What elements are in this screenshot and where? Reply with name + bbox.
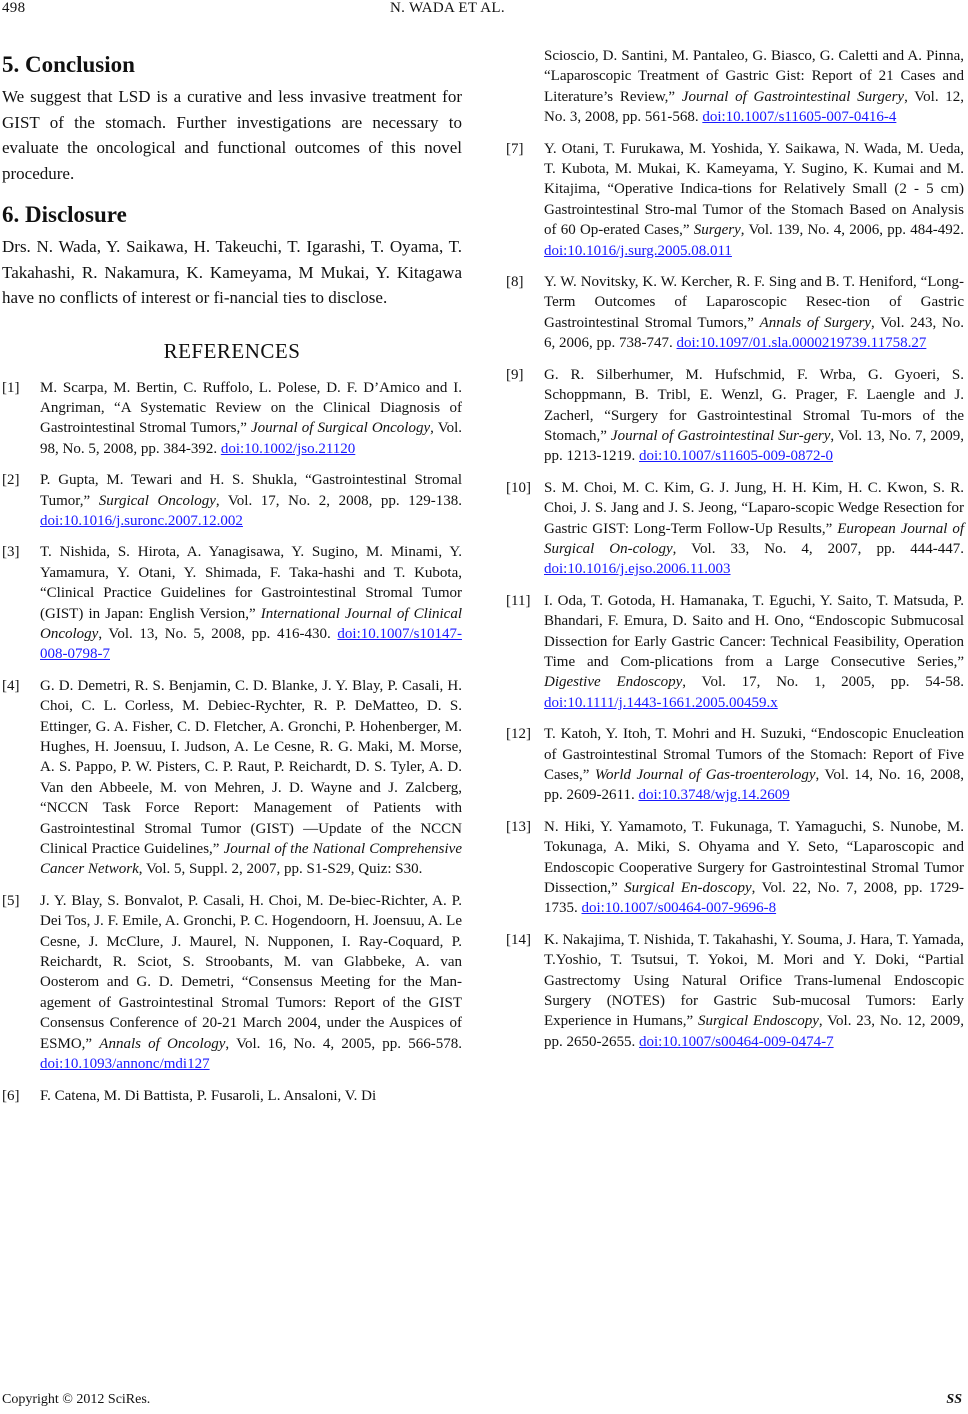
reference-item (506, 46, 964, 128)
copyright-footer: Copyright © 2012 SciRes. (2, 1392, 151, 1407)
disclosure-text: Drs. N. Wada, Y. Saikawa, H. Takeuchi, T. Igarashi, T. Oyama, T. Takahashi, R. Nakamura, K. Kameyama, M Mukai, Y. Kitagawa have no conflicts of interest or fi-nancial ties to disclose. (2, 237, 462, 307)
reference-citation: T. Katoh, Y. Itoh, T. Mohri and H. Suzuki, “Endoscopic Enucleation of Gastrointestinal Stromal Tumors of the Stomach: Report of Five Cases,” (544, 726, 964, 783)
reference-citation: J. Y. Blay, S. Bonvalot, P. Casali, H. Choi, M. De-biec-Richter, A. P. Dei Tos, J. F. Emile, A. Gronchi, P. C. Hogendoorn, H. Joensuu, A. Le Cesne, J. McClure, J. Maurel, N. Nupponen, I. Ray-Coquard, P. Reichardt, R. Sciot, S. Stroobants, M. van Glabbeke, A. van Oosterom and G. D. Demetri, “Consensus Meeting for the Man-agement of Gastrointestinal Stromal Tumors: Report of the GIST Consensus Conference of 20-21 March 2004, under the Auspices of ESMO,” (40, 892, 462, 1052)
reference-citation: I. Oda, T. Gotoda, H. Hamanaka, T. Eguchi, Y. Saito, T. Matsuda, P. Bhandari, F. Emura, D. Saito and H. Ono, “Endoscopic Submucosal Dissection for Early Gastric Cancer: Technical Feasibility, Operation Time and Com-plications from a Large Consecutive Series,” (544, 592, 964, 670)
reference-citation: N. Hiki, Y. Yamamoto, T. Fukunaga, T. Yamaguchi, S. Nunobe, M. Tokunaga, A. Miki, S. Ohyama and Y. Seto, “Laparoscopic and Endoscopic Cooperative Surgery for Gastrointestinal Stromal Tumor Dissection,” (544, 818, 964, 897)
reference-details: , Vol. 139, No. 4, 2006, pp. 484-492. (740, 222, 964, 239)
reference-citation: F. Catena, M. Di Battista, P. Fusaroli, L. Ansaloni, V. Di (40, 1087, 377, 1104)
doi-link[interactable]: doi:10.3748/wjg.14.2609 (638, 787, 790, 804)
reference-number: [6] (2, 1087, 20, 1104)
reference-details: , Vol. 14, No. 16, 2008, pp. 2609-2611. (544, 767, 964, 804)
reference-citation: K. Nakajima, T. Nishida, T. Takahashi, Y. Souma, J. Hara, T. Yamada, T.Yoshio, T. Tsutsui, T. Yokoi, M. Mori and Y. Doki, “Partial Gastrectomy Using Natural Orifice Trans-lumenal Endoscopic Surgery (NOTES) for Gastric Sub-mucosal Tumors: Early Experience in Humans,” (544, 931, 964, 1030)
reference-item (506, 478, 964, 580)
reference-number: [11] (506, 592, 531, 609)
reference-journal: Journal of the National Comprehensive Cancer Network (40, 841, 462, 878)
reference-citation: Y. Otani, T. Furukawa, M. Yoshida, Y. Saikawa, N. Wada, M. Ueda, T. Kubota, M. Mukai, K. Kameyama, Y. Sugino, K. Kumai and M. Kitajima, “Operative Indica-tions for Relatively Small (2 - 5 cm) Gastrointestinal Stro-mal Tumor of the Stomach Based on Analysis of 60 Op-erated Cases,” (544, 140, 964, 239)
doi-link[interactable]: doi:10.1016/j.ejso.2006.11.003 (544, 561, 731, 578)
reference-number: [2] (2, 472, 20, 489)
doi-link[interactable]: doi:10.1002/jso.21120 (220, 440, 356, 457)
reference-journal: Surgical En-doscopy (624, 880, 752, 897)
reference-item (506, 591, 964, 713)
reference-journal: Journal of Gastrointestinal Surgery (681, 88, 905, 105)
reference-details: , Vol. 98, No. 5, 2008, pp. 384-392. (40, 420, 463, 457)
reference-number: [7] (506, 140, 524, 157)
doi-link[interactable]: doi:10.1007/s10147-008-0798-7 (40, 625, 462, 663)
conclusion-text: We suggest that LSD is a curative and less invasive treatment for GIST of the stomach. Further investigations are necessary to evaluate the oncological and functional outcomes of this novel procedure. (2, 87, 462, 183)
doi-link[interactable]: doi:10.1007/s00464-007-9696-8 (581, 900, 777, 917)
reference-item (506, 930, 964, 1052)
reference-journal: Annals of Surgery (759, 314, 872, 331)
reference-item (2, 891, 462, 1075)
page-number: 498 (2, 0, 26, 16)
reference-citation: S. M. Choi, M. C. Kim, G. J. Jung, H. H. Kim, H. C. Kwon, S. R. Choi, J. S. Jang and J. S. Jeong, “Laparo-scopic Wedge Resection for Gastric GIST: Long-Term Follow-Up Results,” (544, 479, 964, 537)
reference-number: [13] (506, 818, 531, 835)
reference-journal: Surgical Endoscopy (697, 1013, 819, 1030)
reference-number: [5] (2, 892, 20, 909)
reference-number: [3] (2, 544, 20, 561)
doi-link[interactable]: doi:10.1111/j.1443-1661.2005.00459.x (544, 694, 778, 711)
doi-link[interactable]: doi:10.1097/01.sla.0000219739.11758.27 (676, 335, 927, 352)
reference-journal: International Journal of Clinical Oncology (40, 605, 462, 642)
reference-number: [10] (506, 479, 531, 496)
reference-number: [9] (506, 366, 524, 383)
doi-link[interactable]: doi:10.1007/s11605-009-0872-0 (639, 448, 834, 465)
reference-journal: Surgical Oncology (98, 492, 216, 509)
disclosure-heading: 6. Disclosure (2, 202, 127, 227)
reference-details: , Vol. 243, No. 6, 2006, pp. 738-747. (544, 314, 964, 352)
reference-details: , Vol. 5, Suppl. 2, 2007, pp. S1-S29, Quiz: S30. (138, 861, 423, 878)
reference-citation: P. Gupta, M. Tewari and H. S. Shukla, “Gastrointestinal Stromal Tumor,” (40, 472, 462, 509)
reference-journal: Annals of Oncology (99, 1035, 226, 1052)
reference-item (506, 272, 964, 354)
reference-number: [12] (506, 726, 531, 743)
references-heading: REFERENCES (163, 338, 301, 363)
left-column (2, 46, 462, 1117)
reference-number: [4] (2, 677, 20, 694)
doi-link[interactable]: doi:10.1007/s00464-009-0474-7 (639, 1033, 834, 1050)
reference-details: , Vol. 17, No. 1, 2005, pp. 54-58. (682, 674, 964, 691)
reference-list-continued (506, 46, 964, 1052)
reference-details: , Vol. 16, No. 4, 2005, pp. 566-578. (225, 1035, 462, 1052)
reference-details: , Vol. 33, No. 4, 2007, pp. 444-447. (672, 540, 964, 557)
reference-number: [1] (2, 379, 20, 396)
reference-journal: European Journal of Surgical On-cology (544, 520, 964, 557)
running-header-authors: N. WADA ET AL. (390, 0, 505, 16)
reference-citation: Scioscio, D. Santini, M. Pantaleo, G. Biasco, G. Caletti and A. Pinna, “Laparoscopic Treatment of Gastric Gist: Report of 21 Cases and Literature’s Review,” (544, 48, 964, 105)
conclusion-heading: 5. Conclusion (2, 52, 135, 77)
reference-list (2, 378, 462, 1106)
reference-item (506, 139, 964, 261)
doi-link[interactable]: doi:10.1093/annonc/mdi127 (40, 1056, 210, 1073)
reference-item (2, 676, 462, 880)
reference-journal: Digestive Endoscopy (544, 674, 683, 691)
reference-citation: Y. W. Novitsky, K. W. Kercher, R. F. Sing and B. T. Heniford, “Long-Term Outcomes of Laparoscopic Resec-tion of Gastric Gastrointestinal Stromal Tumors,” (544, 274, 964, 331)
reference-number: [8] (506, 274, 524, 291)
reference-details: , Vol. 17, No. 2, 2008, pp. 129-138. (215, 492, 463, 509)
reference-details: , Vol. 22, No. 7, 2008, pp. 1729-1735. (544, 880, 964, 917)
reference-journal: Journal of Surgical Oncology (250, 420, 431, 437)
reference-item (506, 365, 964, 467)
doi-link[interactable]: doi:10.1016/j.surg.2005.08.011 (544, 242, 732, 259)
reference-item (2, 542, 462, 664)
reference-citation: G. D. Demetri, R. S. Benjamin, C. D. Blanke, J. Y. Blay, P. Casali, H. Choi, C. L. Corless, M. Debiec-Rychter, R. P. DeMatteo, D. S. Ettinger, G. A. Fisher, C. D. Fletcher, A. Gronchi, P. Hohenberger, M. Hughes, H. Joensuu, I. Judson, A. Le Cesne, R. G. Maki, M. Morse, A. S. Pappo, P. W. Pisters, C. P. Raut, P. Reichardt, D. S. Tyler, A. D. Van den Abbeele, M. von Mehren, J. D. Wayne and J. Zalcberg, “NCCN Task Force Report: Management of Patients with Gastrointestinal Stromal Tumor (GIST) —Update of the NCCN Clinical Practice Guidelines,” (40, 677, 462, 858)
reference-details: , Vol. 13, No. 5, 2008, pp. 416-430. (98, 625, 338, 642)
reference-journal: Journal of Gastrointestinal Sur-gery (610, 427, 831, 444)
reference-details: , Vol. 12, No. 3, 2008, pp. 561-568. (544, 88, 965, 126)
reference-number: [14] (506, 931, 531, 948)
journal-code: SS (946, 1392, 962, 1407)
reference-details: , Vol. 23, No. 12, 2009, pp. 2650-2655. (544, 1013, 965, 1050)
reference-item (2, 1086, 462, 1106)
reference-journal: Surgery (693, 222, 741, 239)
reference-journal: World Journal of Gas-troenterology (594, 767, 816, 783)
reference-citation: T. Nishida, S. Hirota, A. Yanagisawa, Y. Sugino, M. Minami, Y. Yamamura, Y. Otani, Y. Shimada, F. Taka-hashi and T. Kubota, “Clinical Practice Guidelines for Gastrointestinal Stromal Tumor (GIST) in Japan: English Version,” (40, 544, 462, 622)
reference-item (506, 724, 964, 806)
reference-item (2, 378, 462, 460)
reference-item (506, 817, 964, 919)
right-column (506, 46, 964, 1063)
reference-citation: M. Scarpa, M. Bertin, C. Ruffolo, L. Polese, D. F. D’Amico and I. Angriman, “A Systematic Review on the Clinical Diagnosis of Gastrointestinal Stromal Tumors,” (40, 379, 462, 437)
reference-details: , Vol. 13, No. 7, 2009, pp. 1213-1219. (544, 427, 964, 465)
reference-item (2, 470, 462, 531)
reference-citation: G. R. Silberhumer, M. Hufschmid, F. Wrba, G. Gyoeri, S. Schoppmann, B. Tribl, E. Wenzl, G. Prager, F. Laengle and J. Zacherl, “Surgery for Gastrointestinal Stromal Tu-mors of the Stomach,” (544, 366, 964, 444)
doi-link[interactable]: doi:10.1007/s11605-007-0416-4 (702, 109, 897, 126)
doi-link[interactable]: doi:10.1016/j.suronc.2007.12.002 (40, 512, 243, 529)
